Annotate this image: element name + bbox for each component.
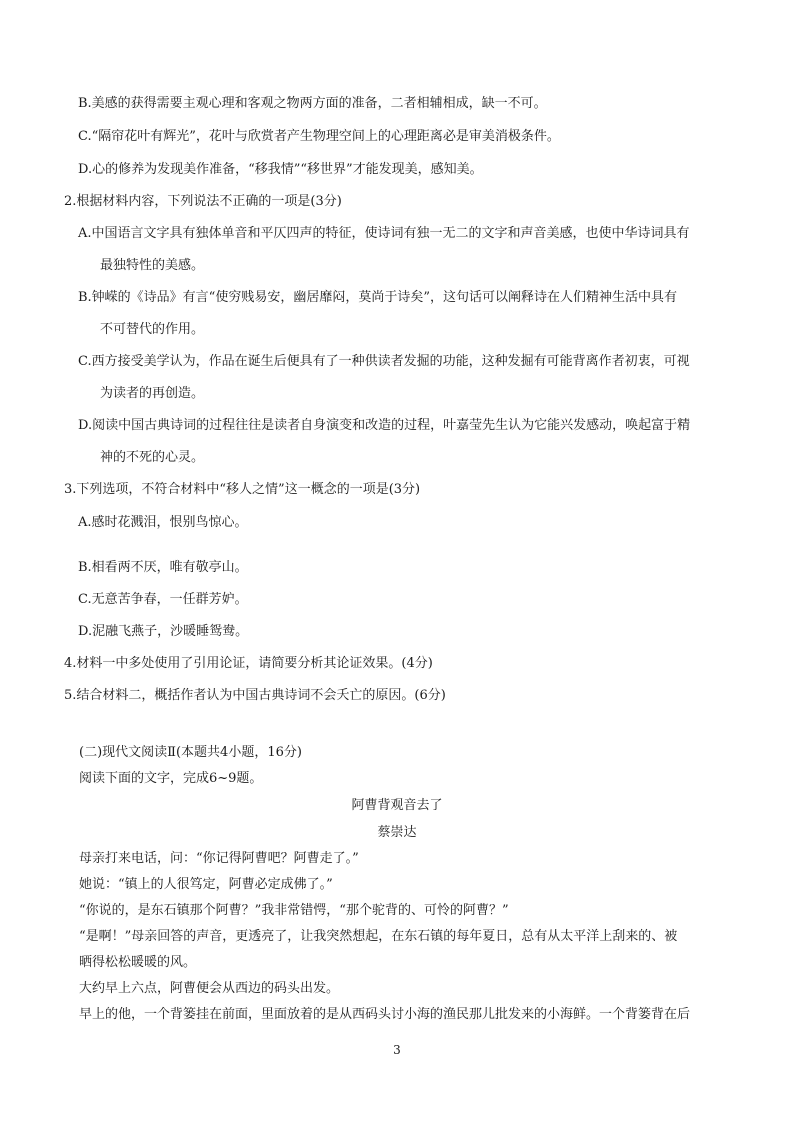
- section-heading: (二)现代文阅读Ⅱ(本题共4小题，16分): [79, 745, 302, 760]
- q1-option-d: D.心的修养为发现美作准备，“移我情”“移世界”才能发现美，感知美。: [78, 162, 483, 177]
- passage-paragraph-continued: 晒得松松暖暖的风。: [79, 955, 197, 970]
- q2-stem: 2.根据材料内容，下列说法不正确的一项是(3分): [64, 194, 342, 209]
- passage-paragraph: 早上的他，一个背篓挂在前面，里面放着的是从西码头讨小海的渔民那儿批发来的小海鲜。一个背篓背在后: [79, 1007, 691, 1022]
- q4-stem: 4.材料一中多处使用了引用论证，请简要分析其论证效果。(4分): [64, 656, 433, 671]
- q2-option-d-line2: 神的不死的心灵。: [100, 450, 205, 465]
- q5-stem: 5.结合材料二，概括作者认为中国古典诗词不会夭亡的原因。(6分): [64, 688, 446, 703]
- q1-option-c: C.“隔帘花叶有辉光”，花叶与欣赏者产生物理空间上的心理距离必是审美消极条件。: [78, 129, 560, 144]
- page-number: 3: [393, 1043, 401, 1057]
- passage-paragraph: “是啊！”母亲回答的声音，更透亮了，让我突然想起，在东石镇的每年夏日，总有从太平洋上刮来的、被: [79, 929, 678, 944]
- q3-stem: 3.下列选项，不符合材料中“移人之情”这一概念的一项是(3分): [64, 482, 421, 497]
- q3-option-b: B.相看两不厌，唯有敬亭山。: [78, 560, 248, 575]
- passage-paragraph: 她说：“镇上的人很笃定，阿曹必定成佛了。”: [79, 877, 333, 892]
- q2-option-a-line1: A.中国语言文字具有独体单音和平仄四声的特征，使诗词有独一无二的文字和声音美感，也使中华诗词具有: [78, 226, 690, 241]
- q3-option-c: C.无意苦争春，一任群芳妒。: [78, 592, 248, 607]
- passage-paragraph: 大约早上六点，阿曹便会从西边的码头出发。: [79, 981, 340, 996]
- q2-option-b-line1: B.钟嵘的《诗品》有言“使穷贱易安，幽居靡闷，莫尚于诗矣”，这句话可以阐释诗在人们精神生活中具有: [78, 290, 677, 305]
- passage-author: 蔡崇达: [377, 825, 417, 840]
- section-instruction: 阅读下面的文字，完成6~9题。: [79, 771, 263, 786]
- q2-option-c-line1: C.西方接受美学认为，作品在诞生后便具有了一种供读者发掘的功能，这种发掘有可能背离作者初衷，可视: [78, 354, 690, 369]
- q2-option-a-line2: 最独特性的美感。: [100, 258, 205, 273]
- q3-option-a: A.感时花溅泪，恨别鸟惊心。: [78, 515, 248, 530]
- q3-option-d: D.泥融飞燕子，沙暖睡鸳鸯。: [78, 624, 249, 639]
- passage-title: 阿曹背观音去了: [351, 798, 443, 813]
- passage-paragraph: “你说的，是东石镇那个阿曹？”我非常错愕，“那个驼背的、可怜的阿曹？”: [79, 903, 509, 918]
- passage-paragraph: 母亲打来电话，问：“你记得阿曹吧？阿曹走了。”: [79, 851, 359, 866]
- q1-option-b: B.美感的获得需要主观心理和客观之物两方面的准备，二者相辅相成，缺一不可。: [78, 96, 547, 111]
- q2-option-b-line2: 不可替代的作用。: [100, 322, 205, 337]
- q2-option-d-line1: D.阅读中国古典诗词的过程往往是读者自身演变和改造的过程，叶嘉莹先生认为它能兴发感动，唤起富于精: [78, 418, 691, 433]
- q2-option-c-line2: 为读者的再创造。: [100, 386, 205, 401]
